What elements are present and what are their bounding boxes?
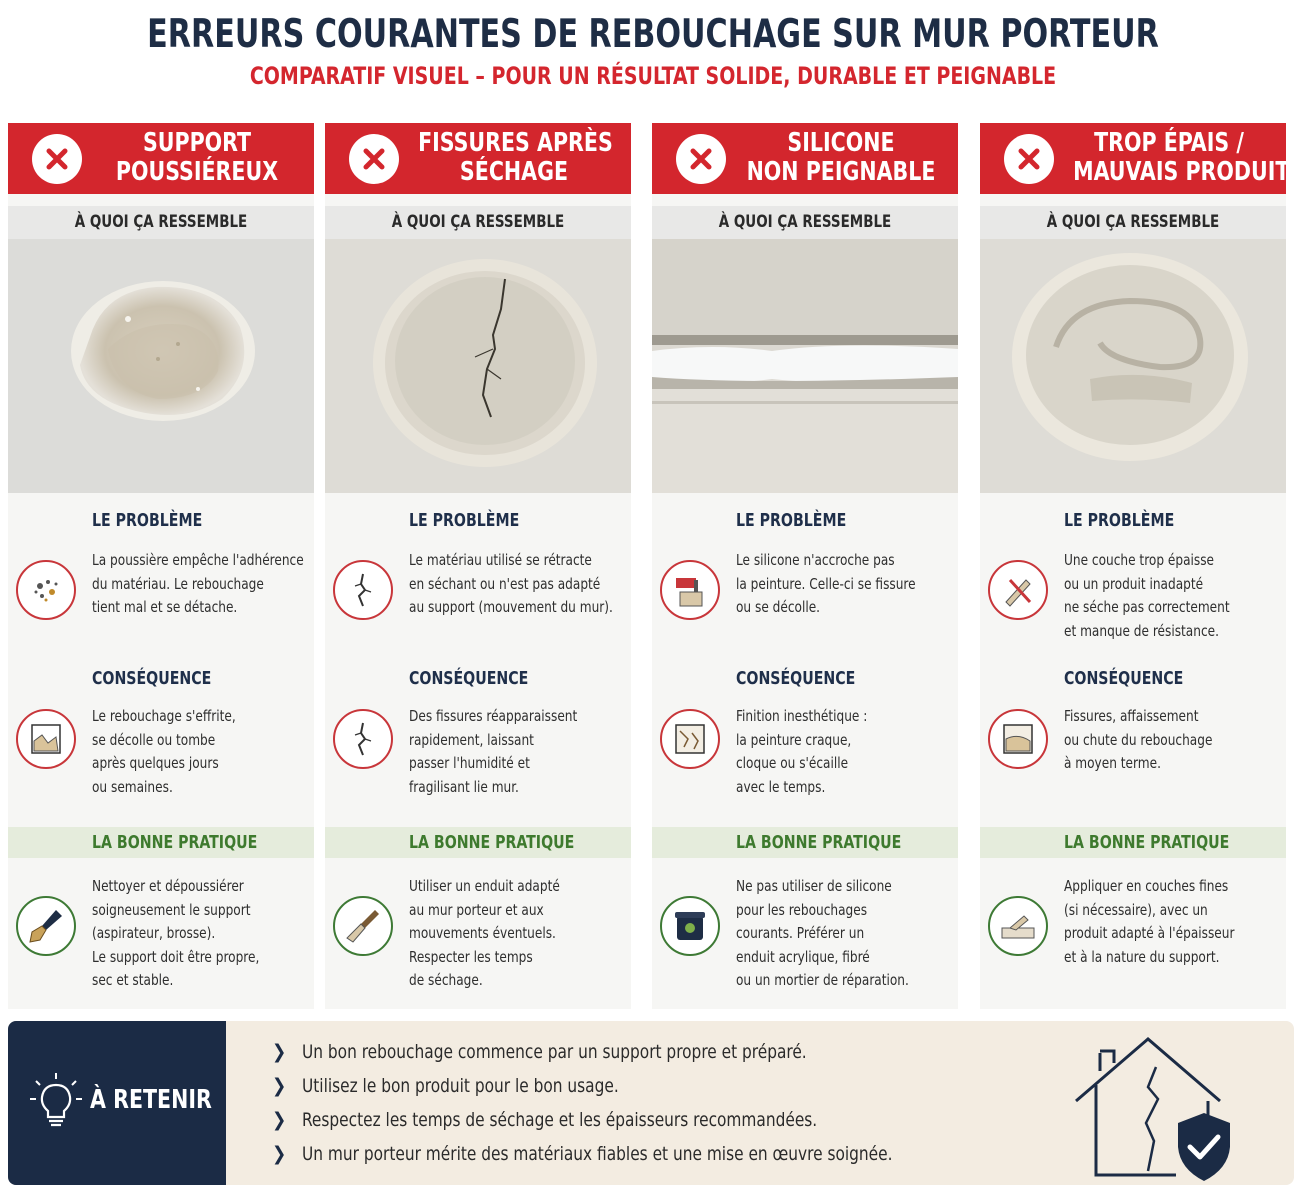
retain-box xyxy=(8,1021,1294,1185)
crumbling-wall-icon xyxy=(16,709,76,769)
cracked-patch-photo xyxy=(325,239,631,493)
putty-knife-icon xyxy=(333,896,393,956)
column-title: SUPPORT POUSSIÉREUX xyxy=(115,128,279,187)
consequence-label: CONSÉQUENCE xyxy=(1064,669,1184,689)
filler-bucket-icon xyxy=(660,896,720,956)
dusty-patch-photo xyxy=(8,239,314,493)
consequence-label: CONSÉQUENCE xyxy=(409,669,529,689)
thick-patch-photo xyxy=(980,239,1286,493)
page-header xyxy=(0,0,1306,110)
chevron-right-icon: ❯ xyxy=(272,1109,287,1131)
dust-particles-icon xyxy=(16,560,76,620)
good-practice-label: LA BONNE PRATIQUE xyxy=(92,833,258,853)
house-shield-icon xyxy=(1068,1031,1248,1185)
sagging-wall-icon xyxy=(988,709,1048,769)
page-title: ERREURS COURANTES DE REBOUCHAGE SUR MUR PORTEUR xyxy=(147,12,1159,57)
wrong-tool-icon xyxy=(988,560,1048,620)
retain-item: ❯ Utilisez le bon produit pour le bon usage. xyxy=(272,1075,619,1097)
retain-item: ❯ Respectez les temps de séchage et les épaisseurs recommandées. xyxy=(272,1109,818,1131)
crack-icon xyxy=(333,709,393,769)
column-silicone-non-peignable xyxy=(652,123,958,1009)
column-title: FISSURES APRÈS SÉCHAGE xyxy=(418,128,613,187)
good-practice-bar xyxy=(652,827,958,858)
problem-label: LE PROBLÈME xyxy=(409,511,520,531)
retain-item: ❯ Un bon rebouchage commence par un support propre et préparé. xyxy=(272,1041,807,1063)
column-fissures-apres-sechage xyxy=(325,123,631,1009)
column-trop-epais xyxy=(980,123,1290,1009)
problem-text: La poussière empêche l'adhérence du matériau. Le rebouchage tient mal et se détache. xyxy=(92,551,304,616)
silicone-joint-photo xyxy=(652,239,958,493)
problem-text: Une couche trop épaisse ou un produit inadapté ne séche pas correctement et manque de résistance. xyxy=(1064,551,1230,640)
problem-label: LE PROBLÈME xyxy=(92,511,203,531)
error-x-icon xyxy=(32,134,82,184)
look-label: À QUOI ÇA RESSEMBLE xyxy=(325,206,631,239)
error-x-icon xyxy=(676,134,726,184)
column-title: SILICONE NON PEIGNABLE xyxy=(746,128,936,187)
good-practice-label: LA BONNE PRATIQUE xyxy=(736,833,902,853)
good-practice-text: Appliquer en couches fines (si nécessaire), avec un produit adapté à l'épaisseur et à la nature du support. xyxy=(1064,877,1235,966)
consequence-text: Finition inesthétique : la peinture craque, cloque ou s'écaille avec le temps. xyxy=(736,707,868,796)
problem-text: Le matériau utilisé se rétracte en séchant ou n'est pas adapté au support (mouvement du mur). xyxy=(409,551,613,616)
good-practice-label: LA BONNE PRATIQUE xyxy=(1064,833,1230,853)
good-practice-text: Utiliser un enduit adapté au mur porteur et aux mouvements éventuels. Respecter les temps de séchage. xyxy=(409,877,560,989)
column-header xyxy=(980,123,1290,194)
retain-item: ❯ Un mur porteur mérite des matériaux fiables et une mise en œuvre soignée. xyxy=(272,1143,893,1165)
look-label: À QUOI ÇA RESSEMBLE xyxy=(8,206,314,239)
look-label: À QUOI ÇA RESSEMBLE xyxy=(980,206,1286,239)
error-x-icon xyxy=(1004,134,1054,184)
spatula-icon xyxy=(988,896,1048,956)
column-title: TROP ÉPAIS / MAUVAIS PRODUIT xyxy=(1073,128,1290,187)
crack-icon xyxy=(333,560,393,620)
good-practice-label: LA BONNE PRATIQUE xyxy=(409,833,575,853)
peeling-paint-icon xyxy=(660,709,720,769)
good-practice-bar xyxy=(325,827,631,858)
consequence-text: Le rebouchage s'effrite, se décolle ou tombe après quelques jours ou semaines. xyxy=(92,707,236,796)
lightbulb-icon xyxy=(26,1071,86,1140)
chevron-right-icon: ❯ xyxy=(272,1041,287,1063)
consequence-label: CONSÉQUENCE xyxy=(92,669,212,689)
retain-header xyxy=(8,1021,226,1185)
problem-label: LE PROBLÈME xyxy=(736,511,847,531)
good-practice-text: Nettoyer et dépoussiérer soigneusement le support (aspirateur, brosse). Le support doit être propre, sec et stable. xyxy=(92,877,260,989)
chevron-right-icon: ❯ xyxy=(272,1143,287,1165)
consequence-text: Fissures, affaissement ou chute du rebouchage à moyen terme. xyxy=(1064,707,1213,772)
column-header xyxy=(325,123,631,194)
column-header xyxy=(652,123,958,194)
good-practice-bar xyxy=(980,827,1286,858)
problem-text: Le silicone n'accroche pas la peinture. Celle-ci se fissure ou se décolle. xyxy=(736,551,916,616)
error-x-icon xyxy=(349,134,399,184)
look-label: À QUOI ÇA RESSEMBLE xyxy=(652,206,958,239)
consequence-label: CONSÉQUENCE xyxy=(736,669,856,689)
brush-icon xyxy=(16,896,76,956)
paint-roller-icon xyxy=(660,560,720,620)
column-header xyxy=(8,123,314,194)
retain-title: À RETENIR xyxy=(90,1085,212,1115)
chevron-right-icon: ❯ xyxy=(272,1075,287,1097)
consequence-text: Des fissures réapparaissent rapidement, laissant passer l'humidité et fragilisant lie mur. xyxy=(409,707,578,796)
page-subtitle: COMPARATIF VISUEL – POUR UN RÉSULTAT SOLIDE, DURABLE ET PEIGNABLE xyxy=(249,62,1057,90)
good-practice-bar xyxy=(8,827,314,858)
column-support-poussiereux xyxy=(8,123,314,1009)
good-practice-text: Ne pas utiliser de silicone pour les rebouchages courants. Préférer un enduit acrylique, fibré ou un mortier de réparation. xyxy=(736,877,909,989)
problem-label: LE PROBLÈME xyxy=(1064,511,1175,531)
